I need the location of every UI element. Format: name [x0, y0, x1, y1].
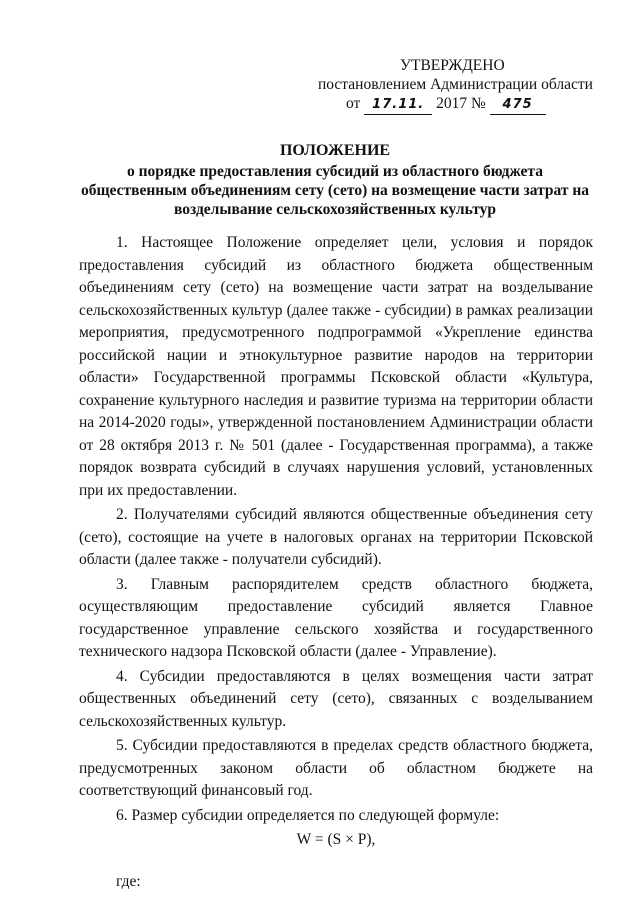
paragraph-6: 6. Размер субсидии определяется по следующей формуле: [116, 806, 500, 824]
title-line-2: общественным объединениям сету (сето) на возмещение части затрат на [80, 182, 590, 199]
number-label: № [470, 95, 486, 112]
where-label: где: [116, 872, 141, 890]
handwritten-date: 17.11. [364, 95, 432, 115]
paragraph-2: 2. Получателями субсидий являются общественные объединения сету (сето), состоящие на учете в налоговых органах на территории Псковской области (далее также - получатели субсидий). [79, 506, 593, 568]
document-title [60, 141, 610, 219]
title-line-3: возделывание сельскохозяйственных культур [174, 201, 496, 218]
formula: W = (S × P), [296, 831, 376, 848]
year: 2017 [436, 95, 468, 112]
paragraph-4: 4. Субсидии предоставляются в целях возмещения части затрат общественных объединений сету (сето), связанных с возделыванием сельскохозяйственных культур. [79, 667, 593, 730]
handwritten-number: 475 [490, 95, 546, 115]
title-line-1: о порядке предоставления субсидий из областного бюджета [127, 163, 543, 180]
approved-label: УТВЕРЖДЕНО [400, 57, 505, 74]
from-label: от [346, 95, 361, 112]
paragraph-5: 5. Субсидии предоставляются в пределах средств областного бюджета, предусмотренных законом области об областном бюджете на соответствующий финансовый год. [79, 737, 593, 799]
approval-stamp [318, 56, 608, 115]
document-body [79, 232, 593, 893]
paragraph-1: 1. Настоящее Положение определяет цели, условия и порядок предоставления субсидий из областного бюджета общественным объединениям сету (сето) на возмещение части затрат на возделывание сельскохозяйственных культур (далее также - субсидии) в рамках реализации мероприятия, предусмотренного подпрограммой «Укрепление единства российской нации и этнокультурное развитие народов на территории области» Государственной программы Псковской области «Культура, сохранение культурного наследия и развитие туризма на территории области на 2014-2020 годы», утвержденной постановлением Администрации области от 28 октября 2013 г. № 501 (далее - Государственная программа), а также порядок возврата субсидий в случаях нарушения условий, установленных при их предоставлении. [79, 234, 593, 499]
approval-date-number-line [318, 94, 608, 115]
approved-by-resolution: постановлением Администрации области [318, 76, 593, 93]
title-heading: ПОЛОЖЕНИЕ [279, 142, 391, 159]
paragraph-3: 3. Главным распорядителем средств областного бюджета, осуществляющим предоставление субсидий является Главное государственное управление сельского хозяйства и государственного технического надзора Псковской области (далее - Управление). [79, 575, 593, 660]
